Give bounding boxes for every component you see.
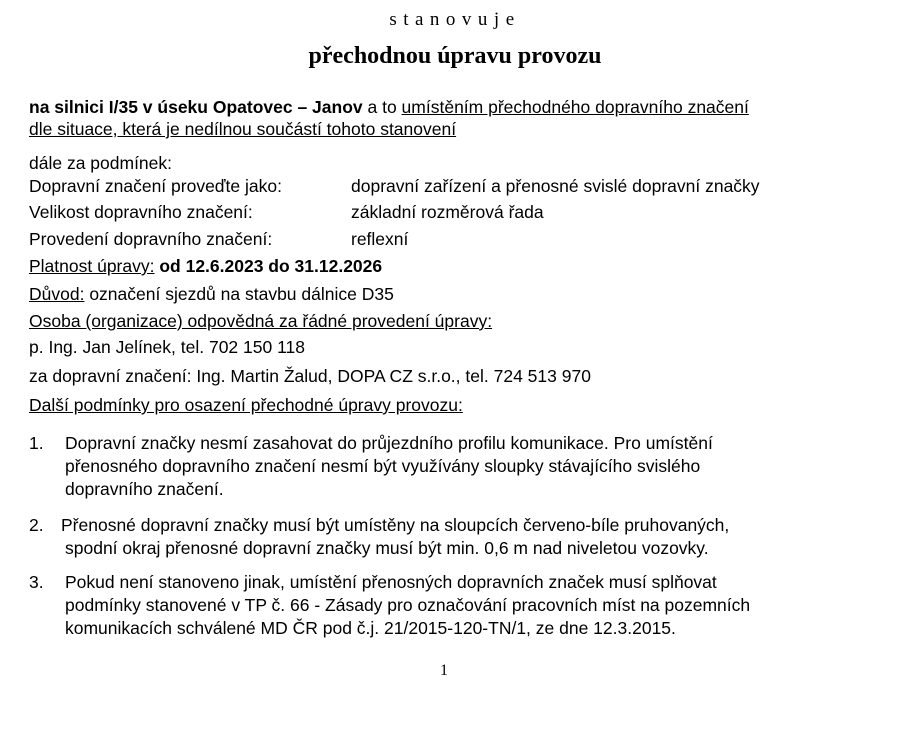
list-item-1-line2: přenosného dopravního značení nesmí být využívány sloupky stávajícího svislého [65,456,701,476]
road-connector: a to [362,97,402,117]
road-section: na silnici I/35 v úseku Opatovec – Janov [29,97,363,117]
validity-value: od 12.6.2023 do 31.12.2026 [154,256,383,276]
list-item-2-line1: Přenosné dopravní značky musí být umístěny na sloupcích červeno-bíle pruhovaných, [61,515,730,535]
list-number: 1. [29,433,44,453]
list-item-3-line1: Pokud není stanoveno jinak, umístění přenosných dopravních značek musí splňovat [65,572,717,592]
condition-label: Provedení dopravního značení: [29,229,273,249]
reason-line [29,283,394,305]
condition-label: Velikost dopravního značení: [29,202,253,222]
conditions-intro: dále za podmínek: [29,153,173,173]
condition-value: reflexní [351,229,409,249]
further-conditions-label: Další podmínky pro osazení přechodné úpravy provozu: [29,395,463,415]
road-placement-line1: umístěním přechodného dopravního značení [401,97,749,117]
list-number: 2. [29,515,44,535]
reason-value: označení sjezdů na stavbu dálnice D35 [84,284,394,304]
validity-label: Platnost úpravy: [29,256,155,276]
list-item-3-line2: podmínky stanovené v TP č. 66 - Zásady pro označování pracovních míst na pozemních [65,595,751,615]
road-line-1 [29,96,863,118]
condition-label: Dopravní značení proveďte jako: [29,176,282,196]
list-item-2-line2: spodní okraj přenosné dopravní značky musí být min. 0,6 m nad niveletou vozovky. [65,538,709,558]
condition-value: dopravní zařízení a přenosné svislé dopravní značky [351,176,760,196]
list-item-1-line1: Dopravní značky nesmí zasahovat do průjezdního profilu komunikace. Pro umístění [65,433,713,453]
road-placement-line2: dle situace, která je nedílnou součástí tohoto stanovení [29,119,457,139]
list-item-1-line3: dopravního značení. [65,479,224,499]
responsible-person: p. Ing. Jan Jelínek, tel. 702 150 118 [29,337,305,357]
validity-line [29,255,382,277]
responsible-signage: za dopravní značení: Ing. Martin Žalud, DOPA CZ s.r.o., tel. 724 513 970 [29,366,591,386]
reason-label: Důvod: [29,284,85,304]
responsible-label: Osoba (organizace) odpovědná za řádné provedení úpravy: [29,311,493,331]
condition-value: základní rozměrová řada [351,202,544,222]
list-number: 3. [29,572,44,592]
heading-stanovuje: stanovuje [389,9,521,30]
heading-title: přechodnou úpravu provozu [308,43,602,69]
page-number: 1 [440,662,448,679]
list-item-3-line3: komunikacích schválené MD ČR pod č.j. 21/2015-120-TN/1, ze dne 12.3.2015. [65,618,676,638]
